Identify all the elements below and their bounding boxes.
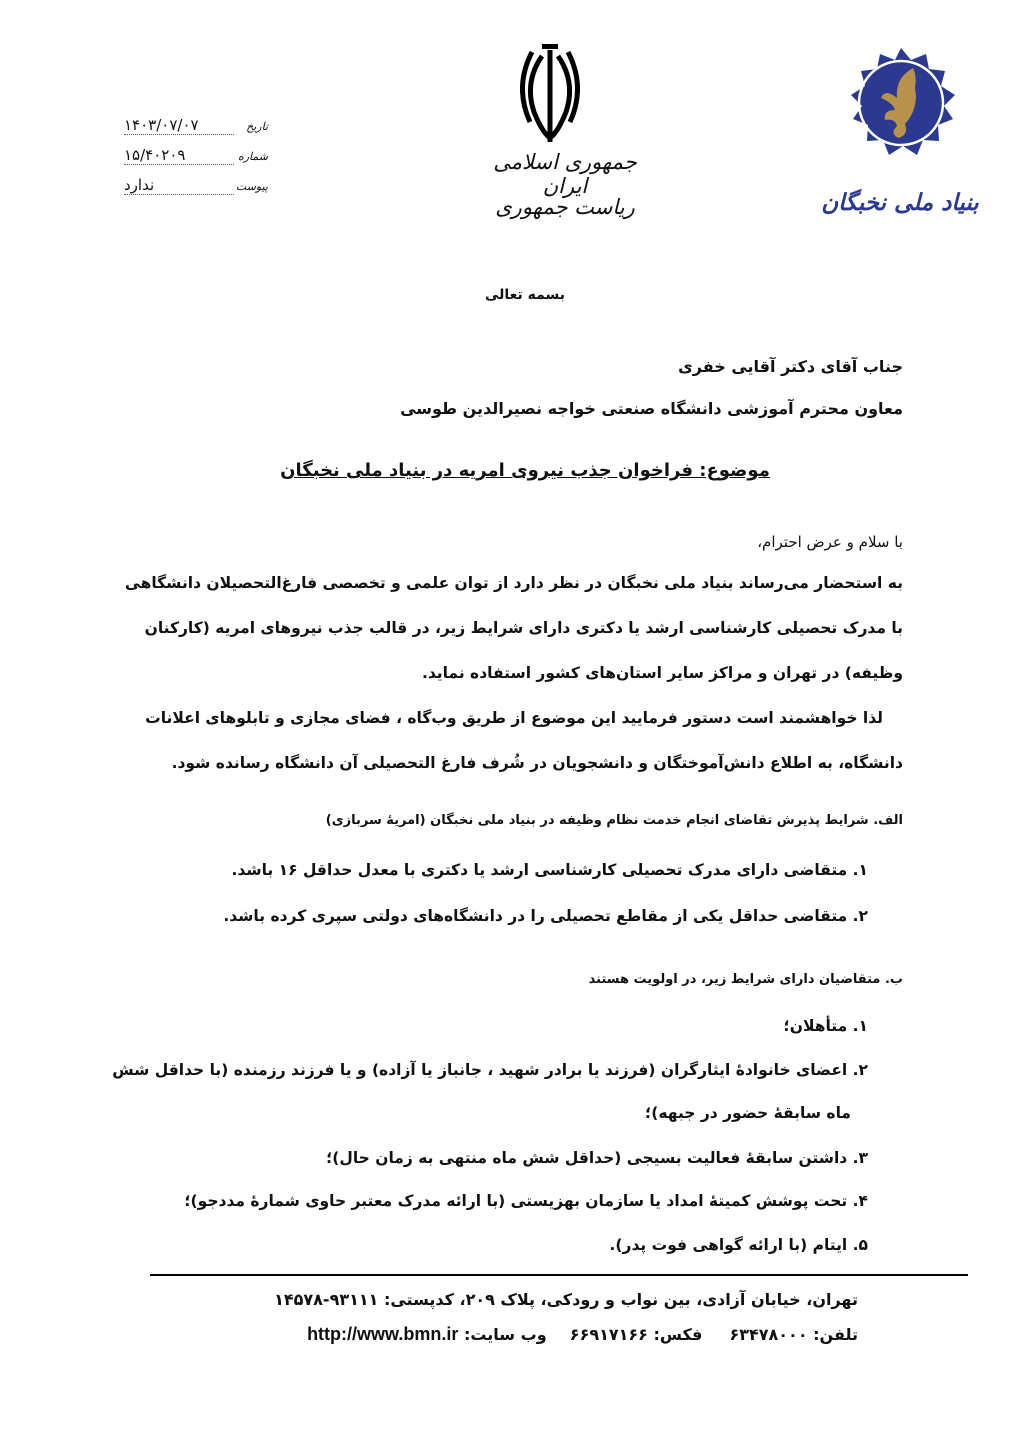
attachment-value: ندارد	[124, 176, 234, 195]
greeting: با سلام و عرض احترام،	[757, 533, 903, 551]
section-a-title: الف. شرایط پذیرش تقاضای انجام خدمت نظام وظیفه در بنیاد ملی نخبگان (امریهٔ سربازی)	[325, 813, 903, 828]
bismillah: بسمه تعالی	[484, 287, 566, 303]
section-b-item: ۲. اعضای خانوادهٔ ایثارگران (فرزند یا برادر شهید ، جانباز یا آزاده) و یا فرزند رزمنده (با حداقل شش	[112, 1061, 868, 1079]
footer-divider	[150, 1274, 968, 1276]
section-b-item-continued: ماه سابقهٔ حضور در جبهه)؛	[645, 1104, 851, 1122]
section-b-item: ۴. تحت پوشش کمیتهٔ امداد یا سازمان بهزیستی (با ارائه مدرک معتبر حاوی شمارهٔ مددجو)؛	[184, 1192, 868, 1210]
number-label: شماره	[237, 150, 268, 163]
date-value: ۱۴۰۳/۰۷/۰۷	[124, 116, 234, 135]
footer-phone: تلفن: ۶۳۴۷۸۰۰۰	[729, 1325, 858, 1344]
date-label: تاریخ	[246, 120, 268, 133]
para1-line: وظیفه) در تهران و مراکز سایر استان‌های کشور استفاده نماید.	[421, 664, 903, 682]
para2-line: دانشگاه، به اطلاع دانش‌آموختگان و دانشجویان در شُرف فارغ التحصیلی آن دانشگاه رسانده شود.	[171, 754, 903, 772]
recipient-title: معاون محترم آموزشی دانشگاه صنعتی خواجه نصیرالدین طوسی	[400, 399, 903, 418]
para2-line: لذا خواهشمند است دستور فرمایید این موضوع از طریق وب‌گاه ، فضای مجازی و تابلوهای اعلانات	[145, 709, 883, 727]
logo-text: بنیاد ملی نخبگان	[821, 190, 979, 216]
section-b-title: ب. متقاضیان دارای شرایط زیر، در اولویت هستند	[588, 972, 903, 987]
section-b-item: ۳. داشتن سابقهٔ فعالیت بسیجی (حداقل شش ماه منتهی به زمان حال)؛	[326, 1149, 868, 1167]
section-b-item: ۱. متأهلان؛	[783, 1017, 868, 1035]
footer-website-label: وب سایت:	[463, 1325, 547, 1344]
section-a-item: ۲. متقاضی حداقل یکی از مقاطع تحصیلی را در دانشگاه‌های دولتی سپری کرده باشد.	[223, 907, 868, 925]
number-field	[118, 146, 268, 170]
section-b-item: ۵. ایتام (با ارائه گواهی فوت پدر).	[609, 1236, 868, 1254]
para1-line: به استحضار می‌رساند بنیاد ملی نخبگان در نظر دارد از توان علمی و تخصصی فارغ‌التحصیلان دانشگاهی	[124, 574, 903, 592]
section-a-item: ۱. متقاضی دارای مدرک تحصیلی کارشناسی ارشد یا دکتری با معدل حداقل ۱۶ باشد.	[231, 861, 868, 879]
iran-emblem-icon	[520, 42, 580, 147]
subject	[0, 460, 1023, 481]
attachment-label: پیوست	[235, 180, 268, 193]
subject-text: موضوع: فراخوان جذب نیروی امریه در بنیاد ملی نخبگان	[280, 460, 770, 481]
attachment-field	[118, 176, 268, 200]
bmn-logo-icon	[845, 48, 957, 160]
recipient-name: جناب آقای دکتر آقایی خفری	[678, 357, 903, 376]
footer-website-link[interactable]: http://www.bmn.ir	[307, 1324, 459, 1344]
emblem-text-2: ریاست جمهوری	[495, 195, 635, 219]
para1-line: با مدرک تحصیلی کارشناسی ارشد یا دکتری دارای شرایط زیر، در قالب جذب نیروهای امریه (کارکنان	[144, 619, 903, 637]
footer-fax: فکس: ۶۶۹۱۷۱۶۶	[569, 1325, 703, 1344]
footer-address: تهران، خیابان آزادی، بین نواب و رودکی، پلاک ۲۰۹، کدپستی: ۹۳۱۱۱-۱۴۵۷۸	[274, 1290, 858, 1309]
number-value: ۱۵/۴۰۲۰۹	[124, 146, 234, 165]
date-field	[118, 116, 268, 140]
footer-contact	[307, 1324, 858, 1345]
emblem-text-1: جمهوری اسلامی ایران	[493, 150, 637, 198]
